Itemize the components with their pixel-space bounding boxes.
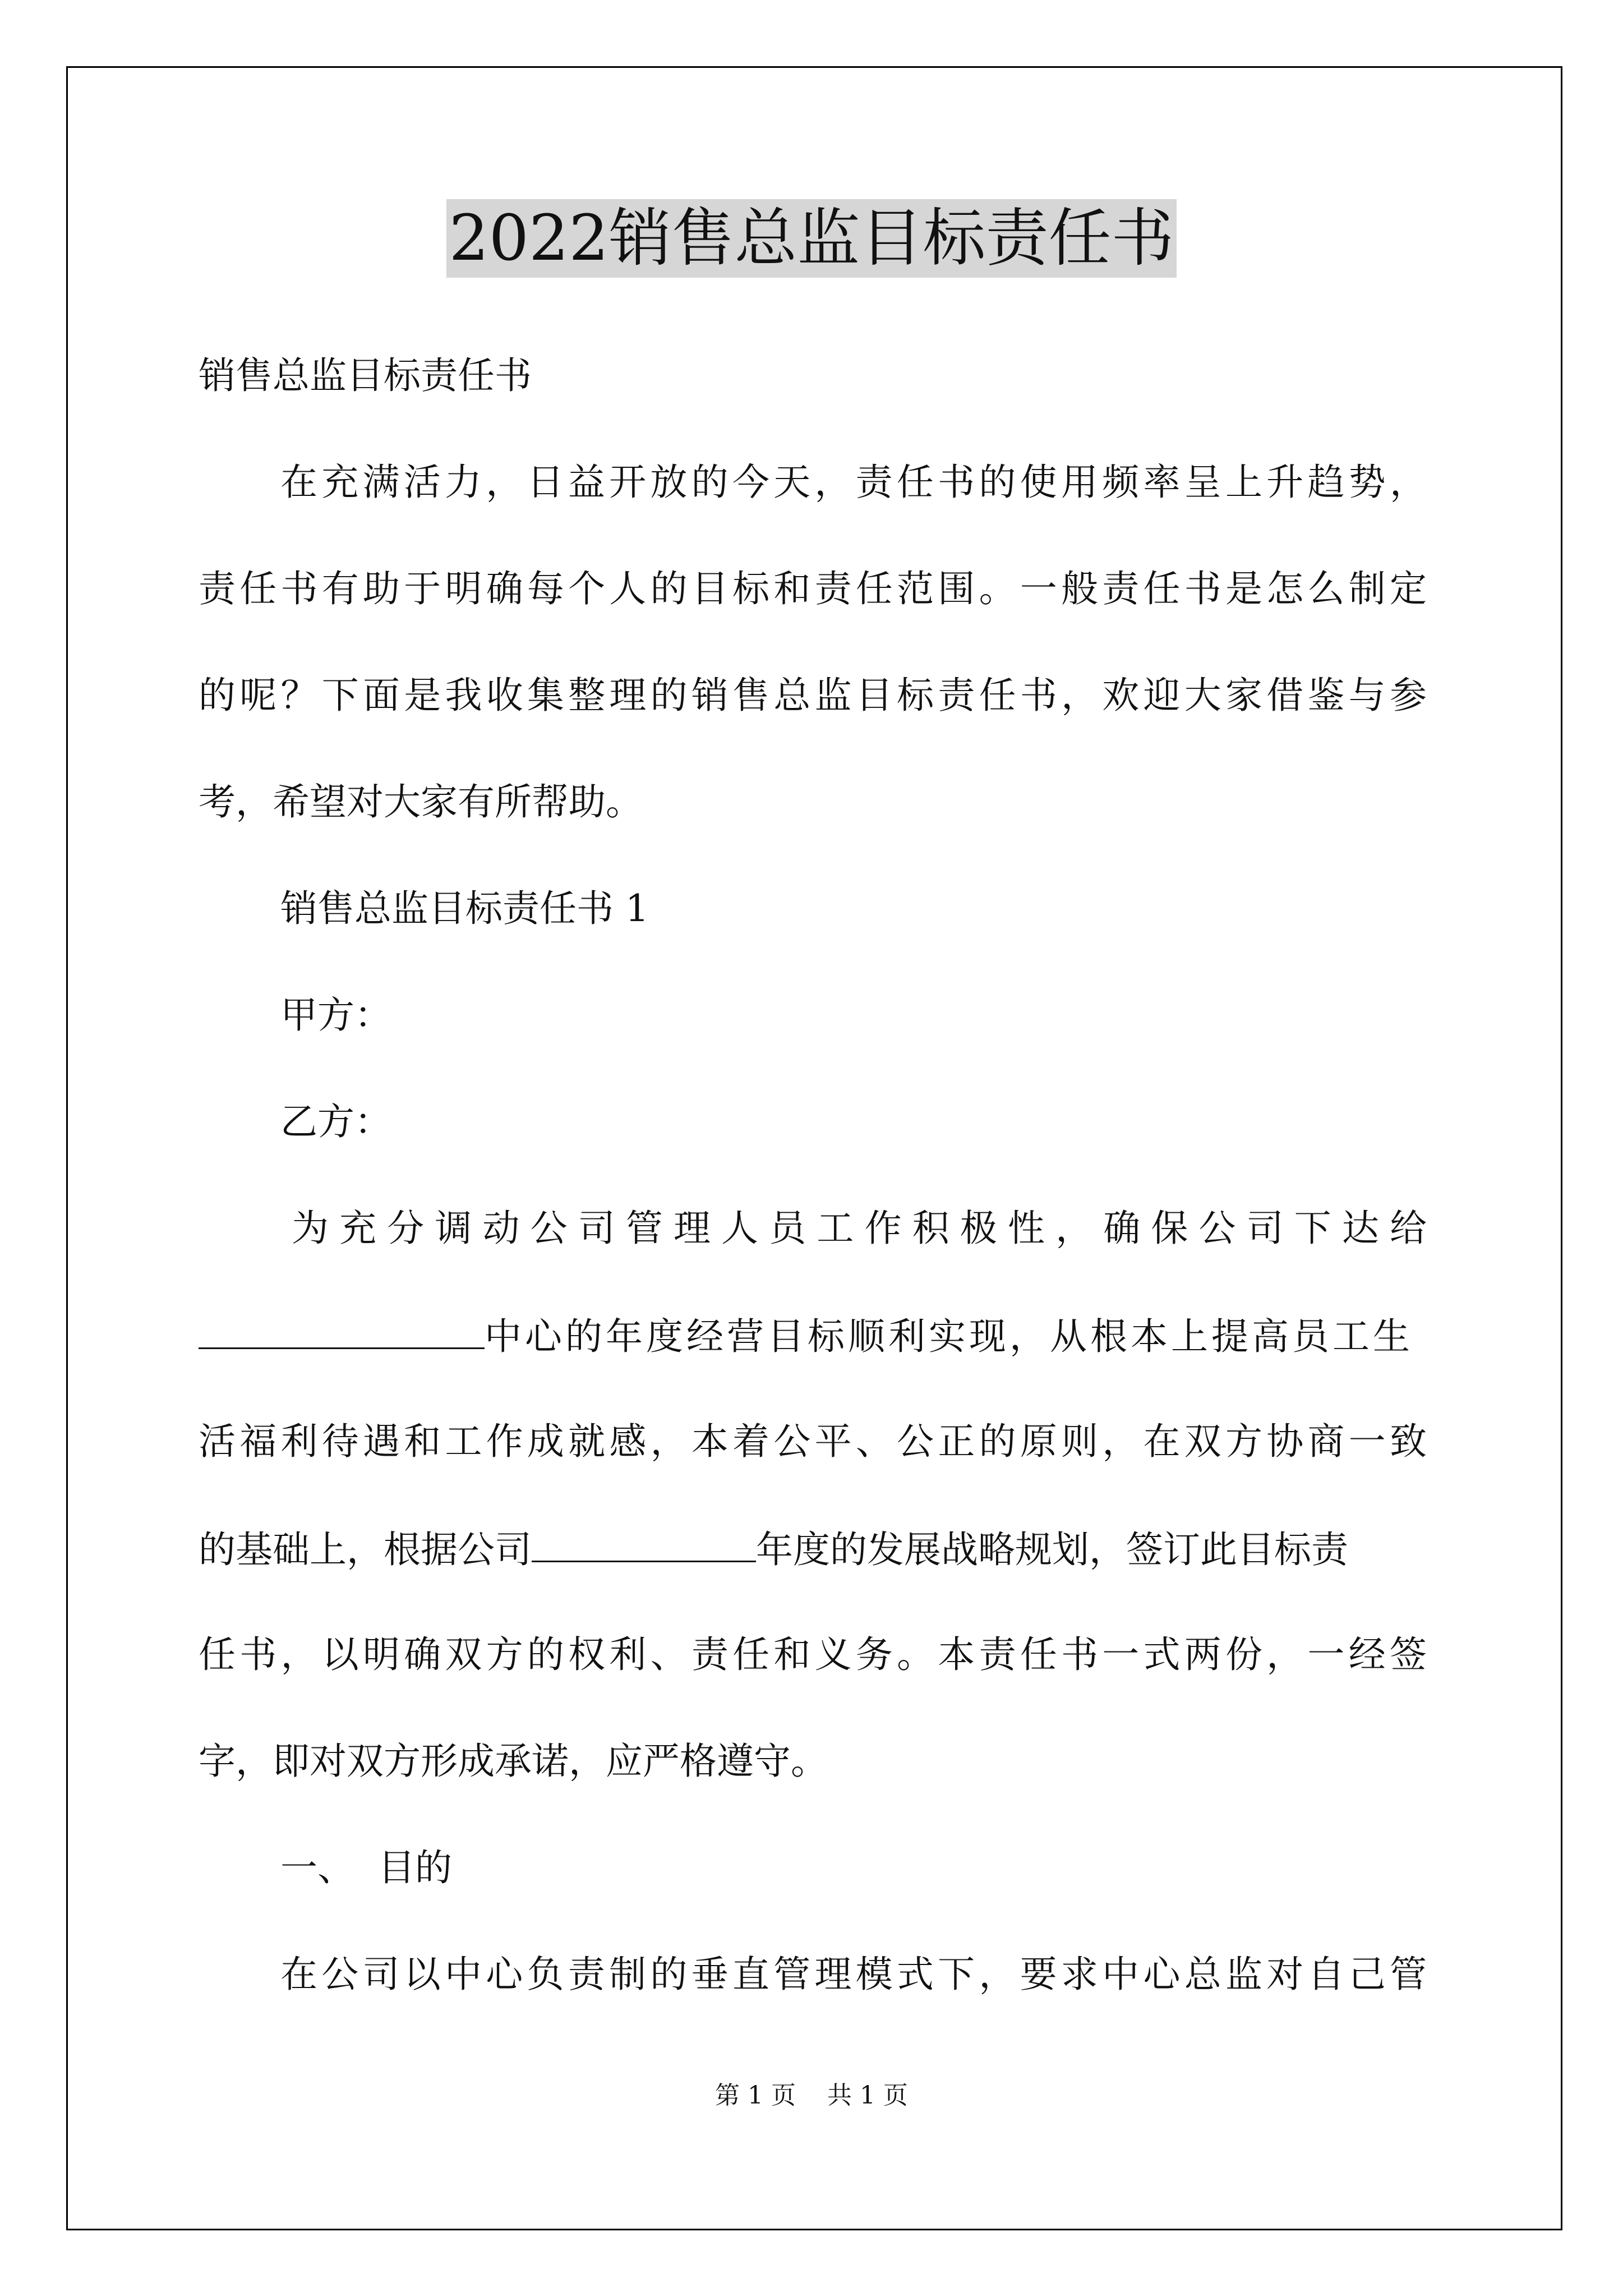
blank-line-year[interactable] (532, 1526, 756, 1562)
party-a-label: 甲方： (280, 993, 391, 1037)
heading-purpose: 一、 目的 (280, 1846, 452, 1889)
party-b-label: 乙方： (280, 1100, 391, 1143)
intro-line-4: 考，希望对大家有所帮助。 (199, 780, 643, 823)
intro-line-2: 责任书有助于明确每个人的目标和责任范围。一般责任书是怎么制定 (199, 567, 1427, 610)
blank-line-center[interactable] (199, 1313, 485, 1349)
title-container (0, 199, 1623, 278)
intro-line-1: 在充满活力，日益开放的今天，责任书的使用频率呈上升趋势， (280, 461, 1427, 504)
purpose-line-1: 在公司以中心负责制的垂直管理模式下，要求中心总监对自己管 (280, 1953, 1427, 1996)
clause-line-6: 字，即对双方形成承诺，应严格遵守。 (199, 1740, 828, 1783)
clause-line-2-text: 中心的年度经营目标顺利实现，从根本上提高员工生 (485, 1315, 1413, 1358)
document-title: 2022销售总监目标责任书 (446, 199, 1176, 278)
page-number-footer: 第 1 页 共 1 页 (715, 2081, 908, 2110)
clause-line-4-text-b: 年度的发展战略规划，签订此目标责 (756, 1528, 1348, 1571)
section-heading: 销售总监目标责任书 1 (280, 887, 649, 930)
clause-line-2 (199, 1313, 1427, 1359)
clause-line-3: 活福利待遇和工作成就感，本着公平、公正的原则，在双方协商一致 (199, 1420, 1427, 1463)
clause-line-4 (199, 1526, 1427, 1572)
clause-line-5: 任书，以明确双方的权利、责任和义务。本责任书一式两份，一经签 (199, 1633, 1427, 1676)
clause-line-1: 为充分调动公司管理人员工作积极性，确保公司下达给 (292, 1207, 1427, 1250)
document-subtitle: 销售总监目标责任书 (199, 354, 532, 397)
intro-line-3: 的呢？下面是我收集整理的销售总监目标责任书，欢迎大家借鉴与参 (199, 674, 1427, 717)
clause-line-4-text-a: 的基础上，根据公司 (199, 1528, 532, 1571)
